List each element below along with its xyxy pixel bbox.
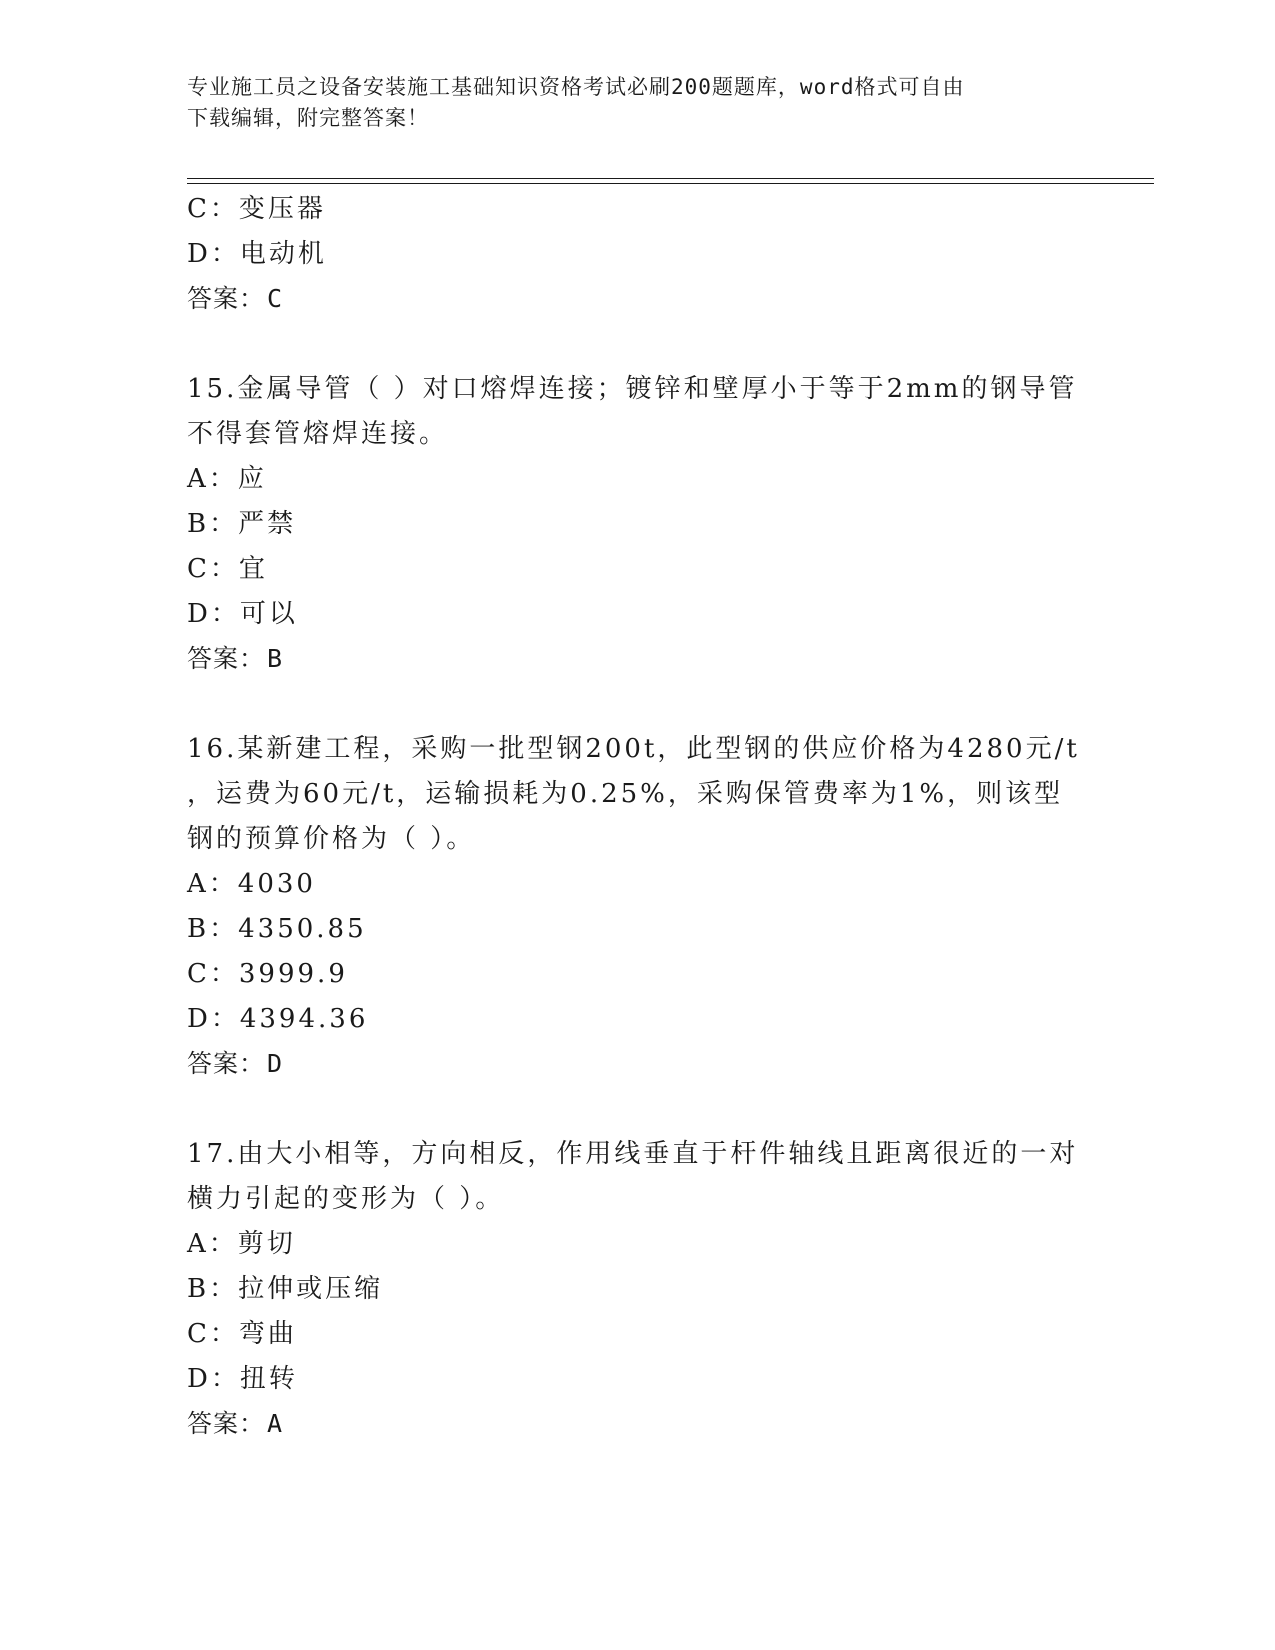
q14-answer (187, 283, 283, 315)
q17-stem-line-1: 17.由大小相等，方向相反，作用线垂直于杆件轴线且距离很近的一对 (187, 1139, 1079, 1169)
q15-option-b: B：严禁 (187, 509, 297, 539)
header-divider-top (187, 178, 1154, 179)
answer-value: A (267, 1409, 284, 1438)
header-line-1: 专业施工员之设备安装施工基础知识资格考试必刷200题题库，word格式可自由 (187, 75, 965, 99)
q14-option-d: D：电动机 (187, 239, 327, 269)
q16-stem-line-1: 16.某新建工程，采购一批型钢200t，此型钢的供应价格为4280元/t (187, 734, 1080, 764)
q15-stem-line-2: 不得套管熔焊连接。 (187, 419, 449, 449)
q15-stem-line-1: 15.金属导管（ ）对口熔焊连接；镀锌和壁厚小于等于2mm的钢导管 (187, 374, 1078, 404)
q16-option-d: D：4394.36 (187, 1004, 369, 1034)
q17-option-c: C：弯曲 (187, 1319, 297, 1349)
q16-answer (187, 1048, 283, 1080)
answer-value: C (267, 284, 284, 313)
header-line-2: 下载编辑，附完整答案！ (187, 106, 429, 130)
q17-option-b: B：拉伸或压缩 (187, 1274, 384, 1304)
q17-option-a: A：剪切 (187, 1229, 296, 1259)
q14-option-c: C：变压器 (187, 194, 326, 224)
q17-stem-line-2: 横力引起的变形为（ ）。 (187, 1184, 505, 1214)
answer-label: 答案： (187, 644, 266, 673)
answer-label: 答案： (187, 284, 266, 313)
q15-option-c: C：宜 (187, 554, 268, 584)
q17-answer (187, 1408, 283, 1440)
q15-answer (187, 643, 283, 675)
q15-option-d: D：可以 (187, 599, 298, 629)
answer-value: D (267, 1049, 284, 1078)
header-divider-bottom (187, 183, 1154, 184)
q16-stem-line-3: 钢的预算价格为（ ）。 (187, 824, 476, 854)
answer-label: 答案： (187, 1409, 266, 1438)
q15-option-a: A：应 (187, 464, 267, 494)
q16-option-b: B：4350.85 (187, 914, 367, 944)
q16-option-a: A：4030 (187, 869, 316, 899)
q16-stem-line-2: ，运费为60元/t，运输损耗为0.25%，采购保管费率为1%，则该型 (187, 779, 1064, 809)
document-header (187, 72, 1087, 134)
answer-value: B (267, 644, 284, 673)
q16-option-c: C：3999.9 (187, 959, 348, 989)
q17-option-d: D：扭转 (187, 1364, 298, 1394)
answer-label: 答案： (187, 1049, 266, 1078)
